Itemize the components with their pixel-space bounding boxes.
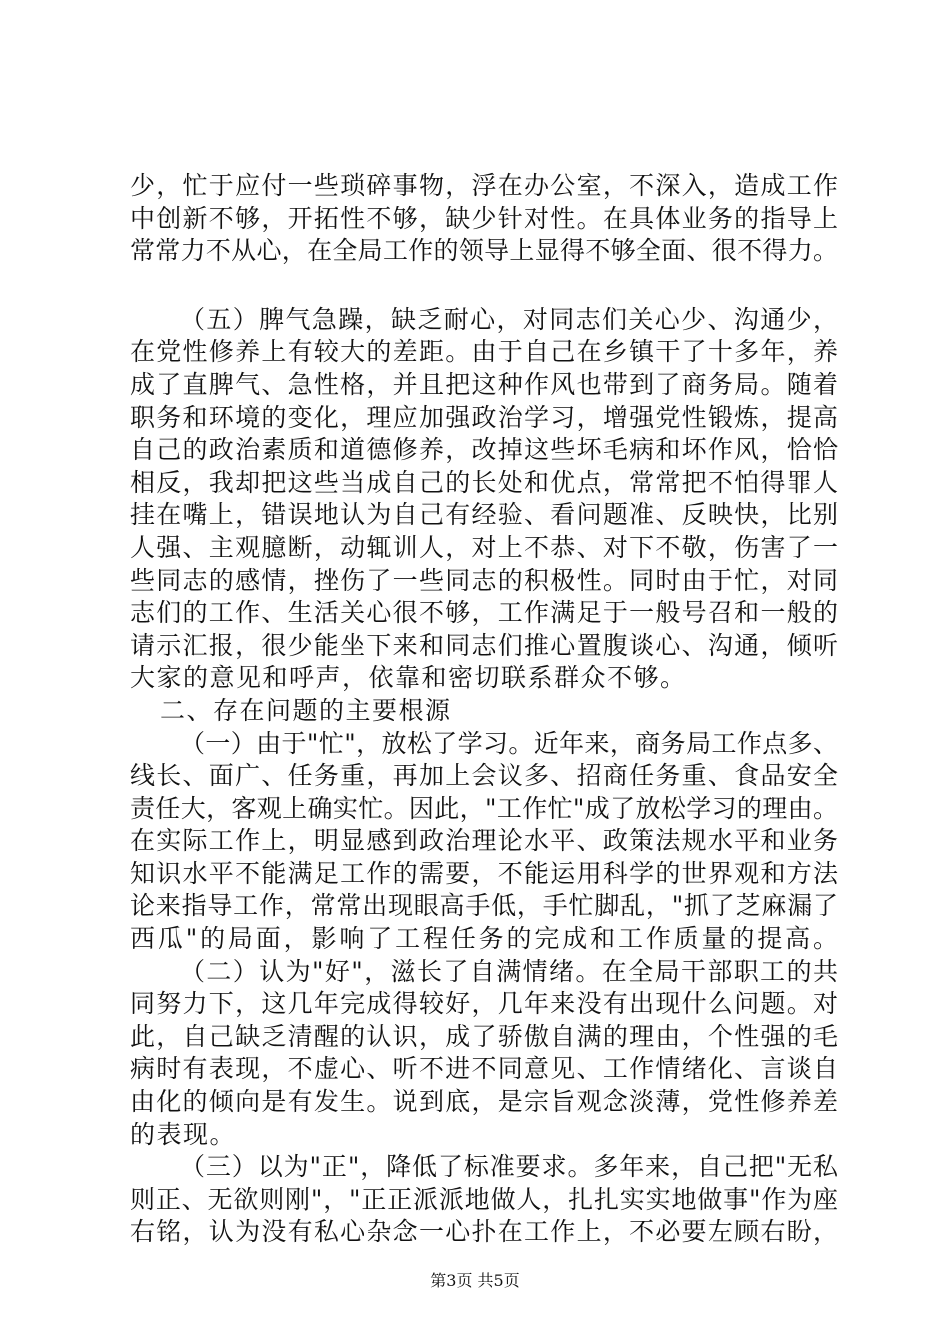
text-line: 请示汇报，很少能坐下来和同志们推心置腹谈心、沟通，倾听 xyxy=(130,630,840,660)
text-line: 常常力不从心，在全局工作的领导上显得不够全面、很不得力。 xyxy=(130,236,839,266)
text-line: 的表现。 xyxy=(130,1119,237,1149)
text-line: 右铭，认为没有私心杂念一心扑在工作上，不必要左顾右盼， xyxy=(130,1217,840,1247)
text-line: 在实际工作上，明显感到政治理论水平、政策法规水平和业务 xyxy=(130,826,840,856)
text-line: 中创新不够，开拓性不够，缺少针对性。在具体业务的指导上 xyxy=(130,203,840,233)
text-line: （五）脾气急躁，缺乏耐心，对同志们关心少、沟通少， xyxy=(180,304,840,334)
text-line: （三）以为"正"，降低了标准要求。多年来，自己把"无私 xyxy=(180,1152,839,1182)
text-line: 职务和环境的变化，理应加强政治学习，增强党性锻炼，提高 xyxy=(130,402,840,432)
text-line: 人强、主观臆断，动辄训人，对上不恭、对下不敬，伤害了一 xyxy=(130,532,840,562)
text-line: 此，自己缺乏清醒的认识，成了骄傲自满的理由，个性强的毛 xyxy=(130,1021,840,1051)
text-line: 相反，我却把这些当成自己的长处和优点，常常把不怕得罪人 xyxy=(130,467,840,497)
text-line: 由化的倾向是有发生。说到底，是宗旨观念淡薄，党性修养差 xyxy=(130,1087,840,1117)
text-line: 西瓜"的局面，影响了工程任务的完成和工作质量的提高。 xyxy=(130,924,841,954)
text-line: 线长、面广、任务重，再加上会议多、招商任务重、食品安全 xyxy=(130,761,840,791)
text-line: 则正、无欲则刚"，"正正派派地做人，扎扎实实地做事"作为座 xyxy=(130,1184,839,1214)
text-line: 大家的意见和呼声，依靠和密切联系群众不够。 xyxy=(130,663,687,693)
text-line: 成了直脾气、急性格，并且把这种作风也带到了商务局。随着 xyxy=(130,369,840,399)
text-line: 同努力下，这几年完成得较好，几年来没有出现什么问题。对 xyxy=(130,989,840,1019)
text-line: 论来指导工作，常常出现眼高手低，手忙脚乱，"抓了芝麻漏了 xyxy=(130,891,839,921)
text-line: 些同志的感情，挫伤了一些同志的积极性。同时由于忙，对同 xyxy=(130,565,840,595)
text-line: 挂在嘴上，错误地认为自己有经验、看问题准、反映快，比别 xyxy=(130,500,840,530)
text-line: 二、存在问题的主要根源 xyxy=(160,695,452,725)
text-line: 志们的工作、生活关心很不够，工作满足于一般号召和一般的 xyxy=(130,598,840,628)
text-line: 少，忙于应付一些琐碎事物，浮在办公室，不深入，造成工作 xyxy=(130,171,840,200)
paragraph-gap xyxy=(0,268,950,304)
text-line: 病时有表现，不虚心、听不进不同意见、工作情绪化、言谈自 xyxy=(130,1054,840,1084)
text-line: 在党性修养上有较大的差距。由于自己在乡镇干了十多年，养 xyxy=(130,337,840,367)
document-body xyxy=(0,170,950,1249)
text-line: （二）认为"好"，滋长了自满情绪。在全局干部职工的共 xyxy=(180,956,840,986)
page-footer: 第3页 共5页 xyxy=(430,1271,520,1290)
text-line: 责任大，客观上确实忙。因此，"工作忙"成了放松学习的理由。 xyxy=(130,793,839,823)
text-line: 自己的政治素质和道德修养，改掉这些坏毛病和坏作风，恰恰 xyxy=(130,435,840,465)
text-line: 知识水平不能满足工作的需要，不能运用科学的世界观和方法 xyxy=(130,858,840,888)
text-line: （一）由于"忙"，放松了学习。近年来，商务局工作点多、 xyxy=(180,728,839,758)
